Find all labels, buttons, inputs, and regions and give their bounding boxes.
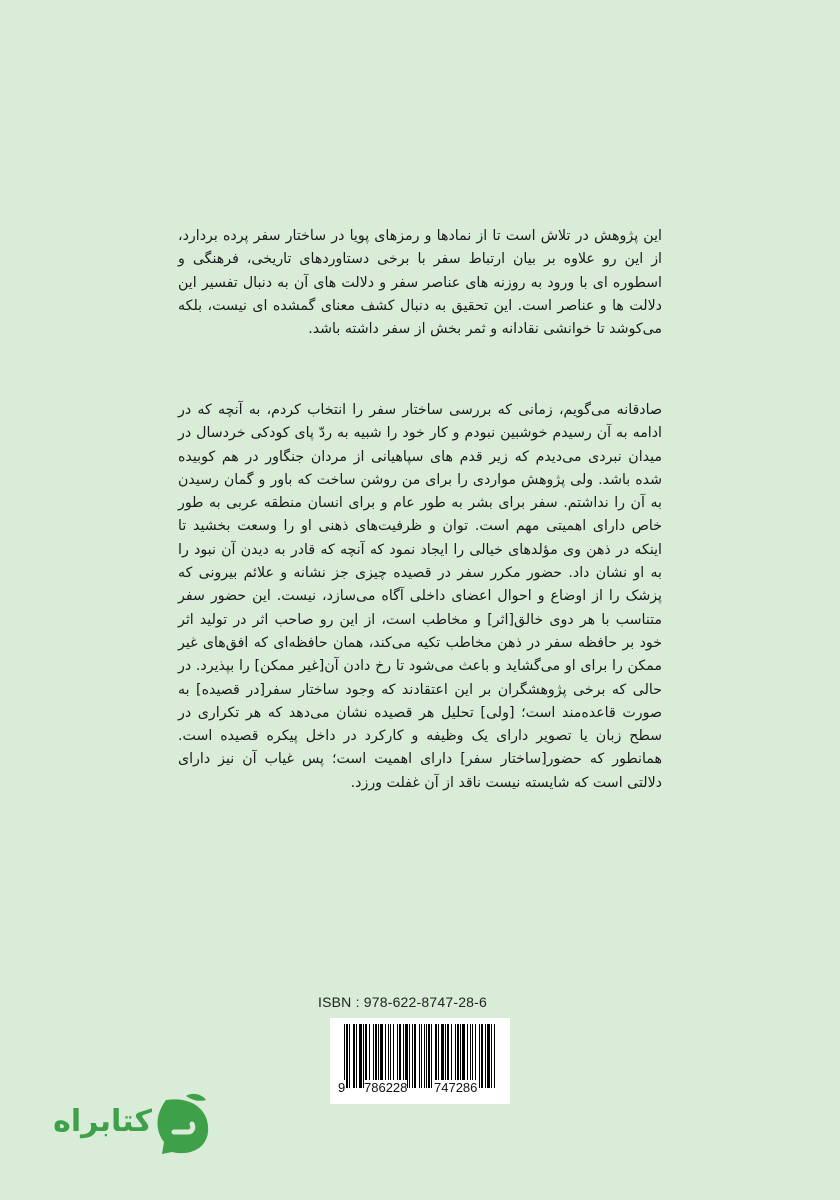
publisher-logo-text: کتابراه [53, 1104, 152, 1139]
barcode-bar [481, 1024, 483, 1088]
barcode-bar [462, 1024, 465, 1088]
barcode-bar [467, 1024, 468, 1088]
barcode-bar [426, 1024, 427, 1088]
barcode-bar [470, 1024, 471, 1088]
barcode-bar [438, 1024, 439, 1088]
barcode-bar [424, 1024, 425, 1088]
barcode-bar [346, 1024, 348, 1088]
body-paragraph-2: صادقانه می‌گویم، زمانی که بررسی ساختار سفر را انتخاب کردم، به آنچه که در ادامه به آن رسیدم خوشبین نبودم و کار خود را شبیه به ردّ پای کودکی خردسال در میدان نبردی می‌دیدم که زیر قدم های سپاهیانی از مردان جنگاور در هم کوبیده شده باشد. ولی پژوهش مواردی را برای من روشن ساخت که باور و گمان رسیدن به آن را نداشتم. سفر برای بشر به طور عام و برای انسان منطقه عربی به طور خاص دارای اهمیتی مهم است. توان و ظرفیت‌های ذهنی او را وسعت بخشید تا اینکه در ذهن وی مؤلدهای خیالی را ایجاد نمود که آنچه که قادر به دیدن آن نبود را به او نشان داد. حضور مکرر سفر در قصیده چیزی جز نشانه و علائم بیرونی که پزشک را از اوضاع و احوال اعضای داخلی آگاه می‌سازد، نیست. این حضور سفر متناسب با هر دوی خالق[اثر] و مخاطب است، از این رو صاحب اثر در تولید اثر خود بر حافظه سفر در ذهن مخاطب تکیه می‌کند، همان حافظه‌ای که افق‌های غیر ممکن را برای او می‌گشاید و باعث می‌شود تا رخ دادن آن[غیر ممکن] را بپذیرد. در حالی که برخی پژوهشگران بر این اعتقادند که وجود ساختار سفر[در قصیده] به صورت قاعده‌مند است؛ [ولی] تحلیل هر قصیده نشان می‌دهد که هر تکراری در سطح زبان یا تصویر دارای یک وظیفه و کارکرد در داخل پیکره قصیده است. همانطور که حضور[ساختار سفر] دارای اهمیت است؛ پس غیاب آن نیز دارای دلالتی است که شایسته نیست ناقد از آن غفلت ورزد. [178, 402, 662, 791]
barcode-bar [375, 1024, 377, 1088]
barcode-bar [494, 1024, 495, 1088]
barcode-bar [359, 1024, 362, 1088]
barcode-bar [455, 1024, 456, 1088]
isbn-label: ISBN : 978-622-8747-28-6 [318, 994, 488, 1010]
barcode-bar [365, 1024, 367, 1088]
barcode-bar [363, 1024, 364, 1088]
barcode-bar [435, 1024, 437, 1088]
barcode-bar [378, 1024, 379, 1088]
barcode-bar [445, 1024, 446, 1088]
barcode-bar [356, 1024, 357, 1088]
barcode-bar [390, 1024, 391, 1088]
barcode-bar [441, 1024, 444, 1088]
book-leaf-icon [152, 1092, 214, 1158]
barcode-bar [447, 1024, 449, 1088]
barcode-bar [409, 1024, 410, 1088]
barcode-bar [431, 1024, 432, 1088]
barcode-bar [385, 1024, 386, 1088]
publisher-logo [40, 1092, 215, 1162]
barcode [330, 1018, 510, 1104]
barcode-right-digits: 747286 [434, 1080, 478, 1095]
barcode-bar [487, 1024, 490, 1088]
barcode-bar [475, 1024, 476, 1088]
barcode-bar [460, 1024, 461, 1088]
barcode-bar [399, 1024, 401, 1088]
barcode-bar [412, 1024, 413, 1088]
barcode-bar [428, 1024, 430, 1088]
barcode-bar [380, 1024, 383, 1088]
barcode-bar [405, 1024, 408, 1088]
barcode-bar [451, 1024, 452, 1088]
barcode-bar [421, 1024, 422, 1088]
barcode-bar [353, 1024, 355, 1088]
body-paragraph-1: این پژوهش در تلاش است تا از نمادها و رمزهای پویا در ساختار سفر پرده بردارد، از این رو علاوه بر بیان ارتباط سفر با برخی دستاوردهای تاریخی، فرهنگی و اسطوره ای با ورود به روزنه های عناصر سفر و دلالت های آن به دنبال تفسیر این دلالت ها و عناصر است. این تحقیق به دنبال کشف معنای گمشده ای نیست، بلکه می‌کوشد تا خوانشی نقادانه و ثمر بخش از سفر داشته باشد. [178, 228, 662, 338]
barcode-left-digits: 786228 [364, 1080, 408, 1095]
barcode-bar [479, 1024, 480, 1088]
barcode-bar [349, 1024, 350, 1088]
barcode-bar [397, 1024, 398, 1088]
barcode-bar [414, 1024, 416, 1088]
barcode-bar [344, 1024, 345, 1088]
barcode-bar [491, 1024, 492, 1088]
barcode-bar [369, 1024, 370, 1088]
barcode-bar [419, 1024, 420, 1088]
barcode-bars [342, 1024, 498, 1088]
barcode-bar [485, 1024, 486, 1088]
barcode-bar [388, 1024, 389, 1088]
barcode-first-digit: 9 [338, 1080, 346, 1095]
barcode-bar [472, 1024, 473, 1088]
barcode-bar [403, 1024, 404, 1088]
barcode-bar [393, 1024, 394, 1088]
barcode-bar [457, 1024, 459, 1088]
barcode-bar [373, 1024, 374, 1088]
